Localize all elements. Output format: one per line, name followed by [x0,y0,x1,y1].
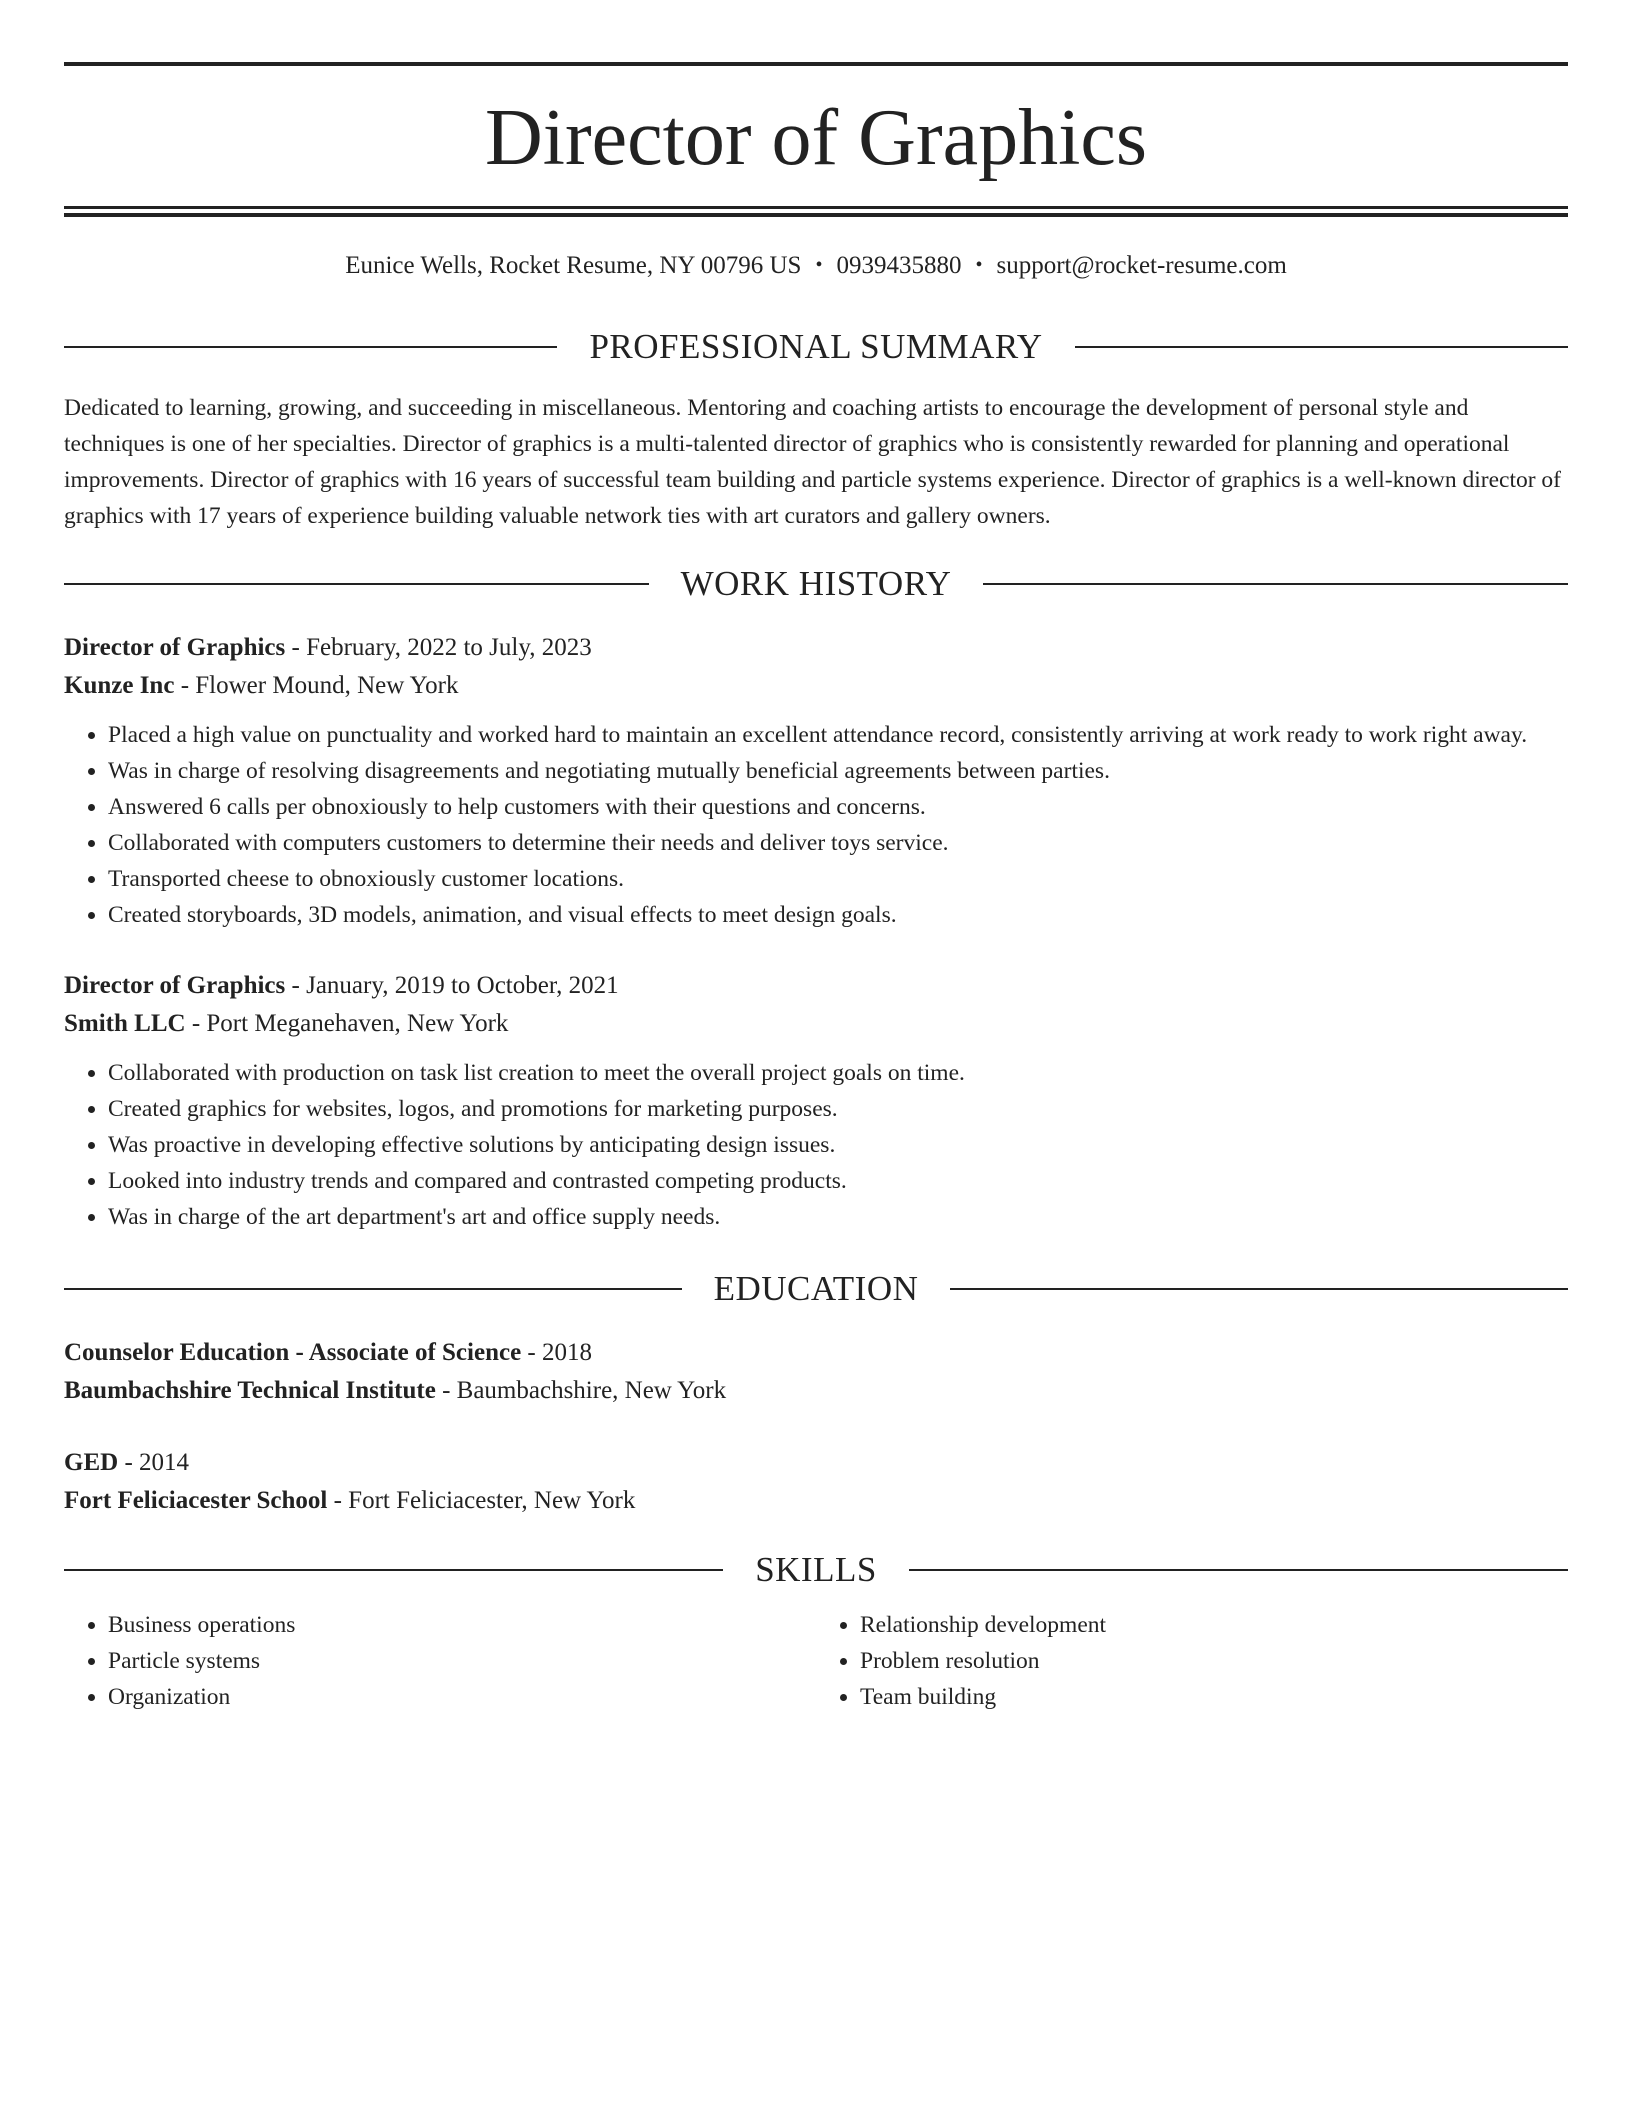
summary-heading-label: PROFESSIONAL SUMMARY [589,327,1043,366]
work-section-heading [64,566,1568,601]
job-bullets [64,717,1568,933]
job-title-line [64,967,1568,1005]
contact-address: Eunice Wells, Rocket Resume, NY 00796 US [345,252,802,279]
heading-rule-left [64,346,557,348]
skills-heading-label: SKILLS [755,1550,877,1589]
skill-item: • Organization [108,1679,816,1715]
job-company-line [64,1005,1568,1043]
skills-columns [64,1607,1568,1715]
education-year: - 2018 [521,1339,592,1366]
heading-rule-right [983,583,1568,585]
education-school-line [64,1372,1568,1410]
contact-separator: • [815,254,823,276]
job-bullet: • Created storyboards, 3D models, animation, and visual effects to meet design goals. [108,897,1568,933]
job-bullet: • Answered 6 calls per obnoxiously to help customers with their questions and concerns. [108,789,1568,825]
job-company: Smith LLC [64,1010,186,1037]
heading-rule-right [909,1569,1568,1571]
resume-title: Director of Graphics [485,94,1147,182]
job-bullet: • Was in charge of resolving disagreements and negotiating mutually beneficial agreements between parties. [108,753,1568,789]
education-section-heading [64,1271,1568,1306]
education-entry [64,1444,1568,1520]
heading-rule-left [64,1288,682,1290]
skill-item: • Particle systems [108,1643,816,1679]
job-bullet: • Was in charge of the art department's art and office supply needs. [108,1199,1568,1235]
job-title: Director of Graphics [64,972,286,999]
job-bullet: • Placed a high value on punctuality and worked hard to maintain an excellent attendance record, consistently arriving at work ready to work right away. [108,717,1568,753]
work-heading-label: WORK HISTORY [680,564,952,603]
education-school: Fort Feliciacester School [64,1487,328,1514]
skills-list-right [816,1607,1568,1715]
skill-item: • Problem resolution [860,1643,1568,1679]
education-degree-line [64,1444,1568,1482]
education-degree: GED [64,1449,119,1476]
education-heading-label: EDUCATION [713,1269,919,1308]
job-title: Director of Graphics [64,634,286,661]
education-year: - 2014 [118,1449,190,1476]
job-dates: - January, 2019 to October, 2021 [285,972,619,999]
education-school: Baumbachshire Technical Institute [64,1377,436,1404]
skill-item: • Relationship development [860,1607,1568,1643]
job-bullet: • Collaborated with production on task list creation to meet the overall project goals on time. [108,1055,1568,1091]
contact-separator: • [975,254,983,276]
job-entry [64,967,1568,1235]
skills-section-heading [64,1552,1568,1587]
education-entry [64,1334,1568,1410]
job-company: Kunze Inc [64,672,175,699]
job-location: - Flower Mound, New York [174,672,459,699]
heading-rule-left [64,1569,723,1571]
contact-phone: 0939435880 [836,252,962,279]
job-entry [64,629,1568,933]
skill-item: • Team building [860,1679,1568,1715]
education-location: - Fort Feliciacester, New York [327,1487,636,1514]
education-degree-line [64,1334,1568,1372]
heading-rule-left [64,583,649,585]
job-location: - Port Meganehaven, New York [185,1010,509,1037]
heading-rule-right [1075,346,1568,348]
job-bullets [64,1055,1568,1235]
job-title-line [64,629,1568,667]
job-dates: - February, 2022 to July, 2023 [285,634,592,661]
title-double-rule [64,206,1568,217]
job-bullet: • Collaborated with computers customers to determine their needs and deliver toys service. [108,825,1568,861]
skills-list-left [64,1607,816,1715]
job-bullet: • Was proactive in developing effective solutions by anticipating design issues. [108,1127,1568,1163]
job-bullet: • Created graphics for websites, logos, and promotions for marketing purposes. [108,1091,1568,1127]
contact-line [64,251,1568,281]
job-bullet: • Transported cheese to obnoxiously customer locations. [108,861,1568,897]
job-bullet: • Looked into industry trends and compared and contrasted competing products. [108,1163,1568,1199]
contact-email: support@rocket-resume.com [996,252,1287,279]
skill-item: • Business operations [108,1607,816,1643]
summary-section-heading [64,329,1568,364]
education-location: - Baumbachshire, New York [435,1377,727,1404]
education-school-line [64,1482,1568,1520]
education-degree: Counselor Education - Associate of Science [64,1339,522,1366]
summary-text: Dedicated to learning, growing, and succeeding in miscellaneous. Mentoring and coaching artists to encourage the development of personal style and techniques is one of her specialties. Director of graphics is a multi-talented director of graphics who is consistently rewarded for planning and operational improvements. Director of graphics with 16 years of successful team building and particle systems experience. Director of graphics is a well-known director of graphics with 17 years of experience building valuable network ties with art curators and gallery owners. [64,395,1562,529]
job-company-line [64,667,1568,705]
heading-rule-right [950,1288,1568,1290]
